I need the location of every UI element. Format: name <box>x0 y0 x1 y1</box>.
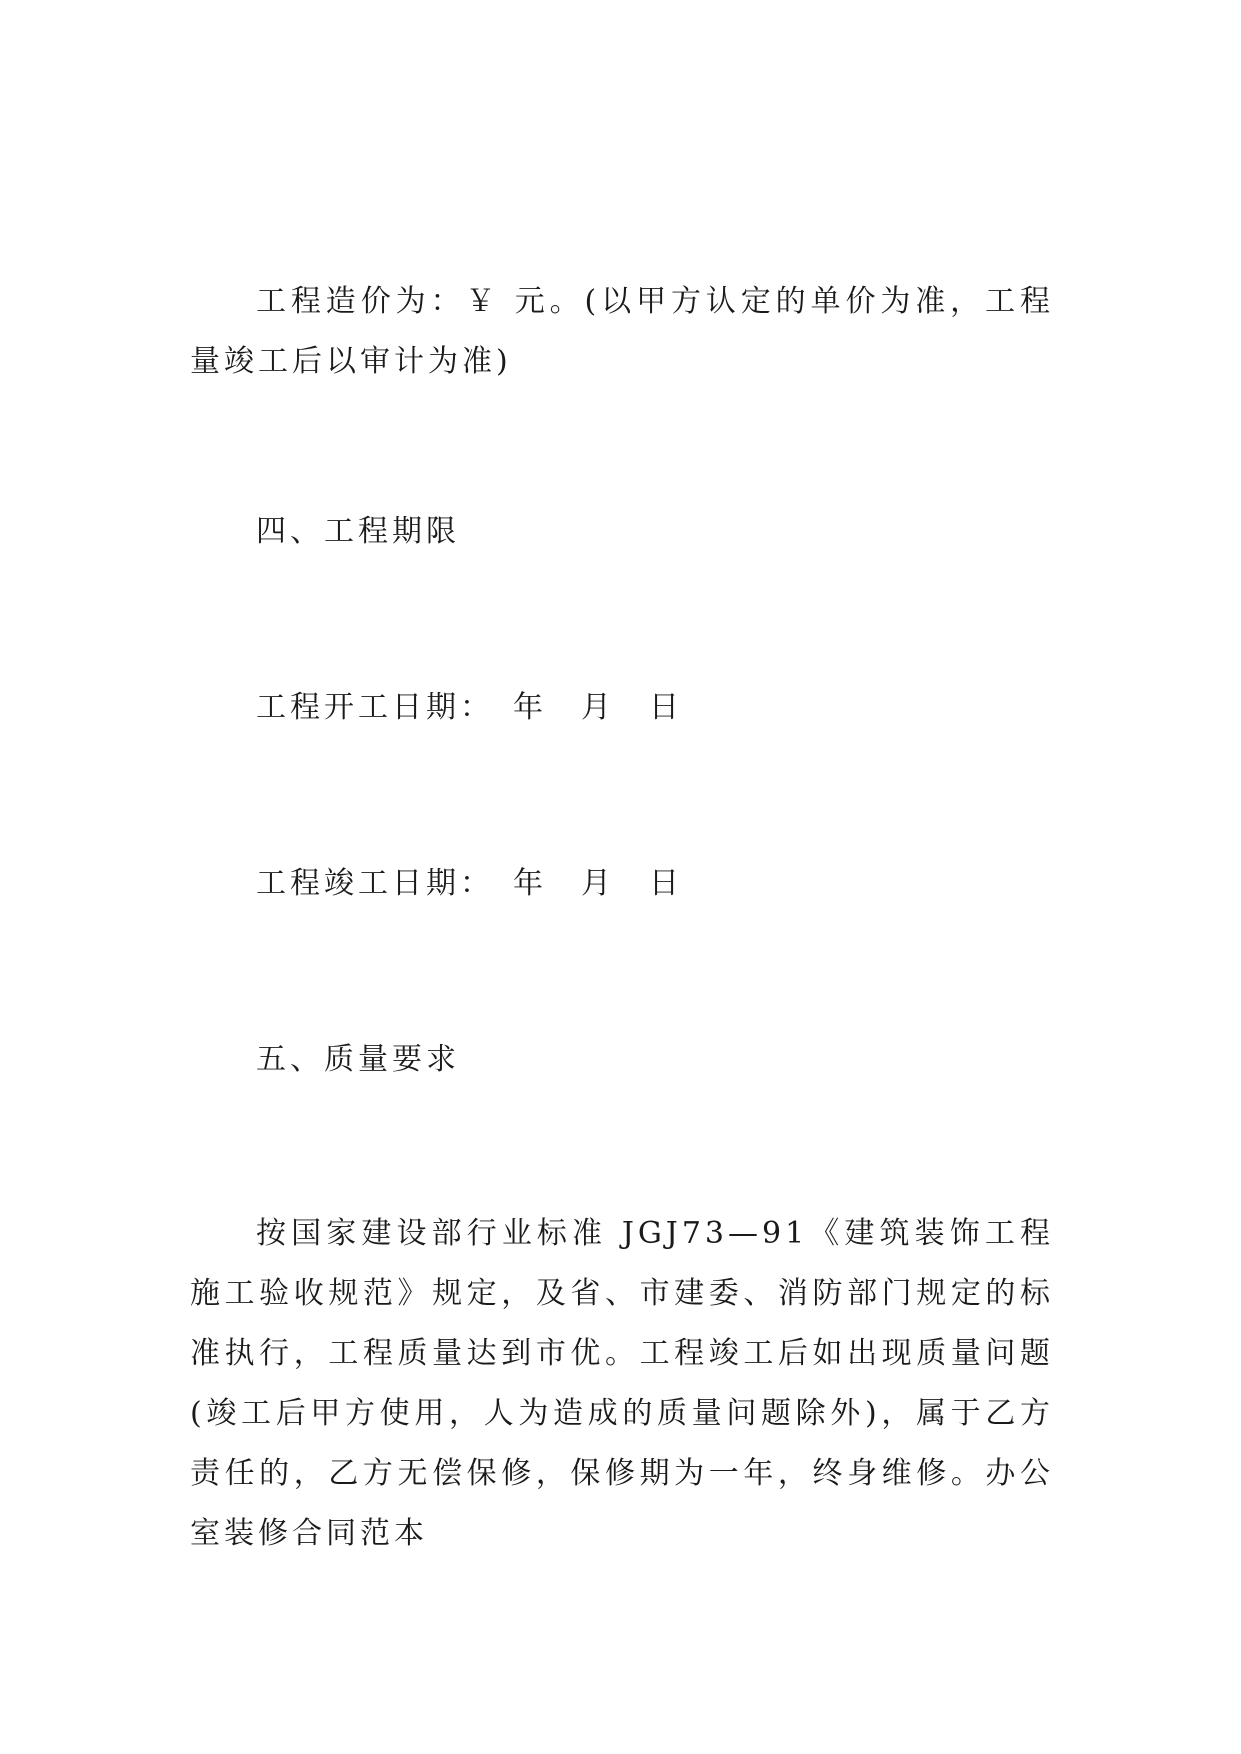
contract-price-paragraph: 工程造价为：￥ 元。(以甲方认定的单价为准，工程量竣工后以审计为准) <box>190 284 1054 379</box>
section-heading-quality-requirements: 五、质量要求 <box>256 1042 460 1077</box>
section-heading-project-period: 四、工程期限 <box>256 514 460 549</box>
quality-standard-paragraph: 按国家建设部行业标准 JGJ73—91《建筑装饰工程施工验收规范》规定，及省、市建委、消防部门规定的标准执行，工程质量达到市优。工程竣工后如出现质量问题(竣工后甲方使用，人为造成的质量问题除外)，属于乙方责任的，乙方无偿保修，保修期为一年，终身维修。办公室装修合同范本 <box>190 1216 1054 1551</box>
start-date-line: 工程开工日期： 年 月 日 <box>256 690 683 725</box>
completion-date-line: 工程竣工日期： 年 月 日 <box>256 866 683 901</box>
